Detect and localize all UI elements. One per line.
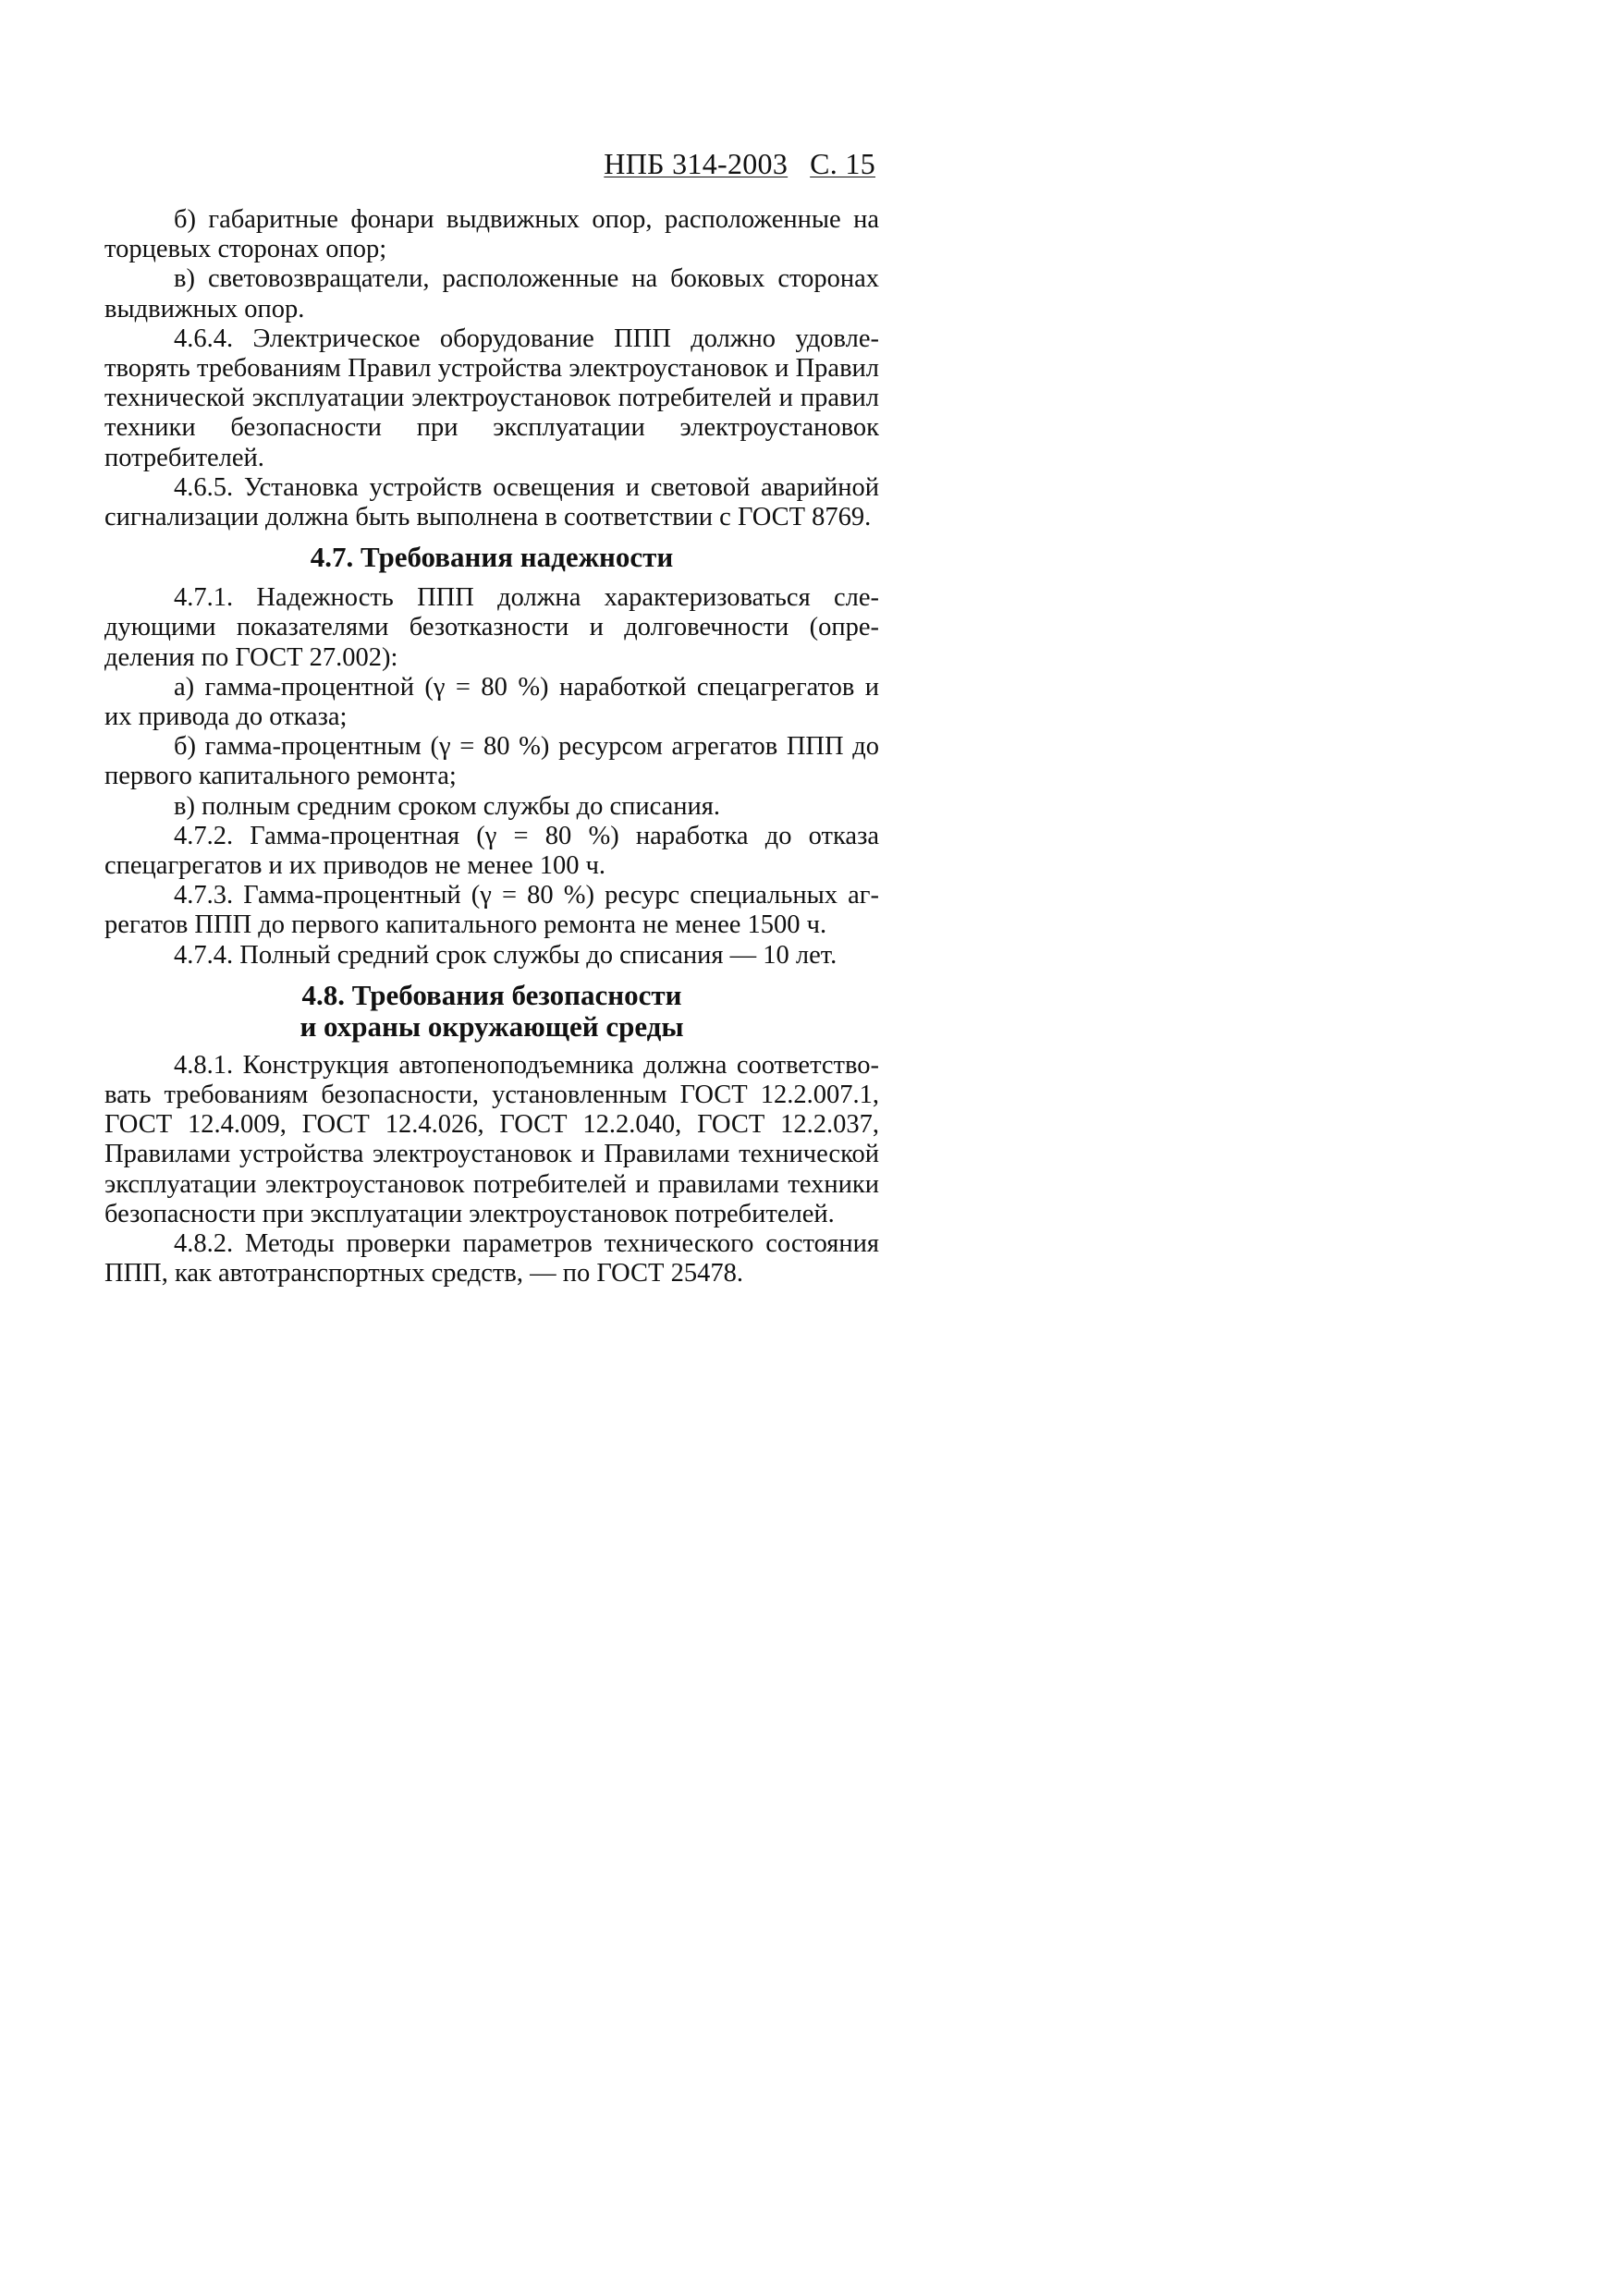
paragraph-4-6-4: 4.6.4. Электрическое оборудование ППП должно удовлетворять требованиям Правил устройства электроустановок и Правил технической эксплуатации электроустановок потребителей и правил техники безопасности при эксплуатации электроустановок потребителей. xyxy=(104,324,879,472)
document-body xyxy=(104,205,879,1289)
paragraph-v-reflectors: в) световозвращатели, расположенные на боковых сторонах выдвижных опор. xyxy=(104,264,879,324)
section-heading-4-8 xyxy=(104,971,879,1051)
paragraph-a-gamma-operating-time: а) гамма-процентной (γ = 80 %) наработкой спецагрегатов и их привода до отказа; xyxy=(104,672,879,732)
paragraph-4-7-3: 4.7.3. Гамма-процентный (γ = 80 %) ресурс специальных агрегатов ППП до первого капитального ремонта не менее 1500 ч. xyxy=(104,881,879,940)
paragraph-4-8-2: 4.8.2. Методы проверки параметров технического состояния ППП, как автотранспортных средств, — по ГОСТ 25478. xyxy=(104,1229,879,1288)
paragraph-4-8-1: 4.8.1. Конструкция автопеноподъемника должна соответствовать требованиям безопасности, установленным ГОСТ 12.2.007.1, ГОСТ 12.4.009, ГОСТ 12.4.026, ГОСТ 12.2.040, ГОСТ 12.2.037, Правилами устройства электроустановок и Правилами технической эксплуатации электроустановок потребителей и правилами техники безопасности при эксплуатации электроустановок потребителей. xyxy=(104,1050,879,1228)
paragraph-4-7-4: 4.7.4. Полный средний срок службы до списания — 10 лет. xyxy=(174,940,838,970)
paragraph-b-side-lights: б) габаритные фонари выдвижных опор, расположенные на торцевых сторонах опор; xyxy=(104,205,879,264)
section-heading-4-8-line-2: и охраны окружающей среды xyxy=(300,1009,684,1043)
page-number: С. 15 xyxy=(810,147,875,180)
document-number: НПБ 314-2003 xyxy=(604,147,789,180)
page-header xyxy=(604,146,875,181)
document-page xyxy=(0,0,1020,1449)
paragraph-4-7-1: 4.7.1. Надежность ППП должна характеризоваться следующими показателями безотказности и долговечности (определения по ГОСТ 27.002): xyxy=(104,583,879,672)
section-heading-4-8-line-1: 4.8. Требования безопасности xyxy=(301,978,682,1011)
paragraph-b-gamma-resource: б) гамма-процентным (γ = 80 %) ресурсом агрегатов ППП до первого капитального ремонта; xyxy=(104,732,879,791)
section-heading-4-7: 4.7. Требования надежности xyxy=(310,541,674,574)
paragraph-4-7-2: 4.7.2. Гамма-процентная (γ = 80 %) наработка до отказа спецагрегатов и их приводов не менее 100 ч. xyxy=(104,821,879,881)
paragraph-v-service-life: в) полным средним сроком службы до списания. xyxy=(174,791,720,821)
paragraph-4-6-5: 4.6.5. Установка устройств освещения и световой аварийной сигнализации должна быть выполнена в соответствии с ГОСТ 8769. xyxy=(104,472,879,532)
